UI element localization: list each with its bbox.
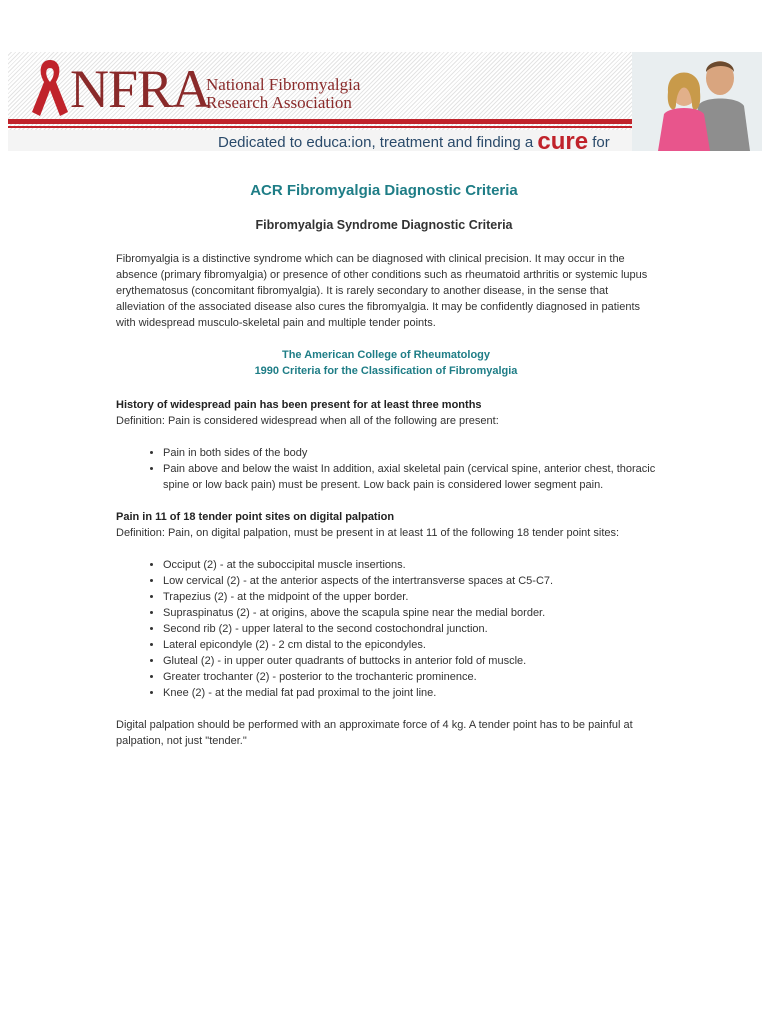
list-item: • Occiput (2) - at the suboccipital muscle insertions. xyxy=(163,557,656,573)
tagline-suffix: for xyxy=(592,134,610,151)
list-item: • Pain above and below the waist In addition, axial skeletal pain (cervical spine, anterior chest, thoracic spine or low back pain) must be present. Low back pain is considered lower segment pain. xyxy=(163,461,656,493)
tagline-cure: cure xyxy=(537,128,589,151)
acr-heading-line1: The American College of Rheumatology xyxy=(281,349,490,361)
list-item: • Lateral epicondyle (2) - 2 cm distal to the epicondyles. xyxy=(163,637,656,653)
couple-photo xyxy=(632,52,762,151)
section2-heading: Pain in 11 of 18 tender point sites on digital palpation xyxy=(116,511,395,523)
list-item: • Supraspinatus (2) - at origins, above the scapula spine near the medial border. xyxy=(163,605,656,621)
section1-definition: Definition: Pain is considered widespread when all of the following are present: xyxy=(116,415,499,427)
list-item: • Low cervical (2) - at the anterior aspects of the intertransverse spaces at C5-C7. xyxy=(163,573,656,589)
list-item: • Greater trochanter (2) - posterior to the trochanteric prominence. xyxy=(163,669,656,685)
document-body xyxy=(116,251,656,749)
logo-text: NFRA xyxy=(70,59,211,119)
list-item: • Gluteal (2) - in upper outer quadrants of buttocks in anterior fold of muscle. xyxy=(163,653,656,669)
page-title: ACR Fibromyalgia Diagnostic Criteria xyxy=(250,182,518,199)
section2-list xyxy=(116,557,656,701)
acr-heading-line2: 1990 Criteria for the Classification of Fibromyalgia xyxy=(254,365,518,377)
list-item: • Trapezius (2) - at the midpoint of the upper border. xyxy=(163,589,656,605)
awareness-ribbon-icon xyxy=(26,56,74,118)
org-name-line2: Research Association xyxy=(206,93,352,112)
tagline xyxy=(218,128,610,151)
closing-paragraph: Digital palpation should be performed with an approximate force of 4 kg. A tender point has to be painful at palpation, not just "tender." xyxy=(116,719,633,747)
tagline-prefix: Dedicated to educa:ion, treatment and finding a xyxy=(218,134,534,151)
list-item: • Second rib (2) - upper lateral to the second costochondral junction. xyxy=(163,621,656,637)
list-item: • Knee (2) - at the medial fat pad proximal to the joint line. xyxy=(163,685,656,701)
page-subtitle: Fibromyalgia Syndrome Diagnostic Criteria xyxy=(255,218,513,232)
acr-heading xyxy=(116,347,656,379)
list-item: • Pain in both sides of the body xyxy=(163,445,656,461)
section1-heading: History of widespread pain has been present for at least three months xyxy=(116,399,482,411)
section1-list xyxy=(116,445,656,493)
section2-definition: Definition: Pain, on digital palpation, must be present in at least 11 of the following 18 tender point sites: xyxy=(116,527,620,539)
intro-paragraph: Fibromyalgia is a distinctive syndrome which can be diagnosed with clinical precision. It may occur in the absence (primary fibromyalgia) or presence of other conditions such as rheumatoid arthritis or systemic lupus erythematosus (concomitant fibromyalgia). It is rarely secondary to another disease, in the sense that alleviation of the associated disease also cures the fibromyalgia. It may be confidently diagnosed in patients with widespread musculo-skeletal pain and multiple tender points. xyxy=(116,253,648,329)
org-name xyxy=(206,76,360,112)
header-banner xyxy=(8,52,762,151)
org-name-line1: National Fibromyalgia xyxy=(206,75,361,94)
